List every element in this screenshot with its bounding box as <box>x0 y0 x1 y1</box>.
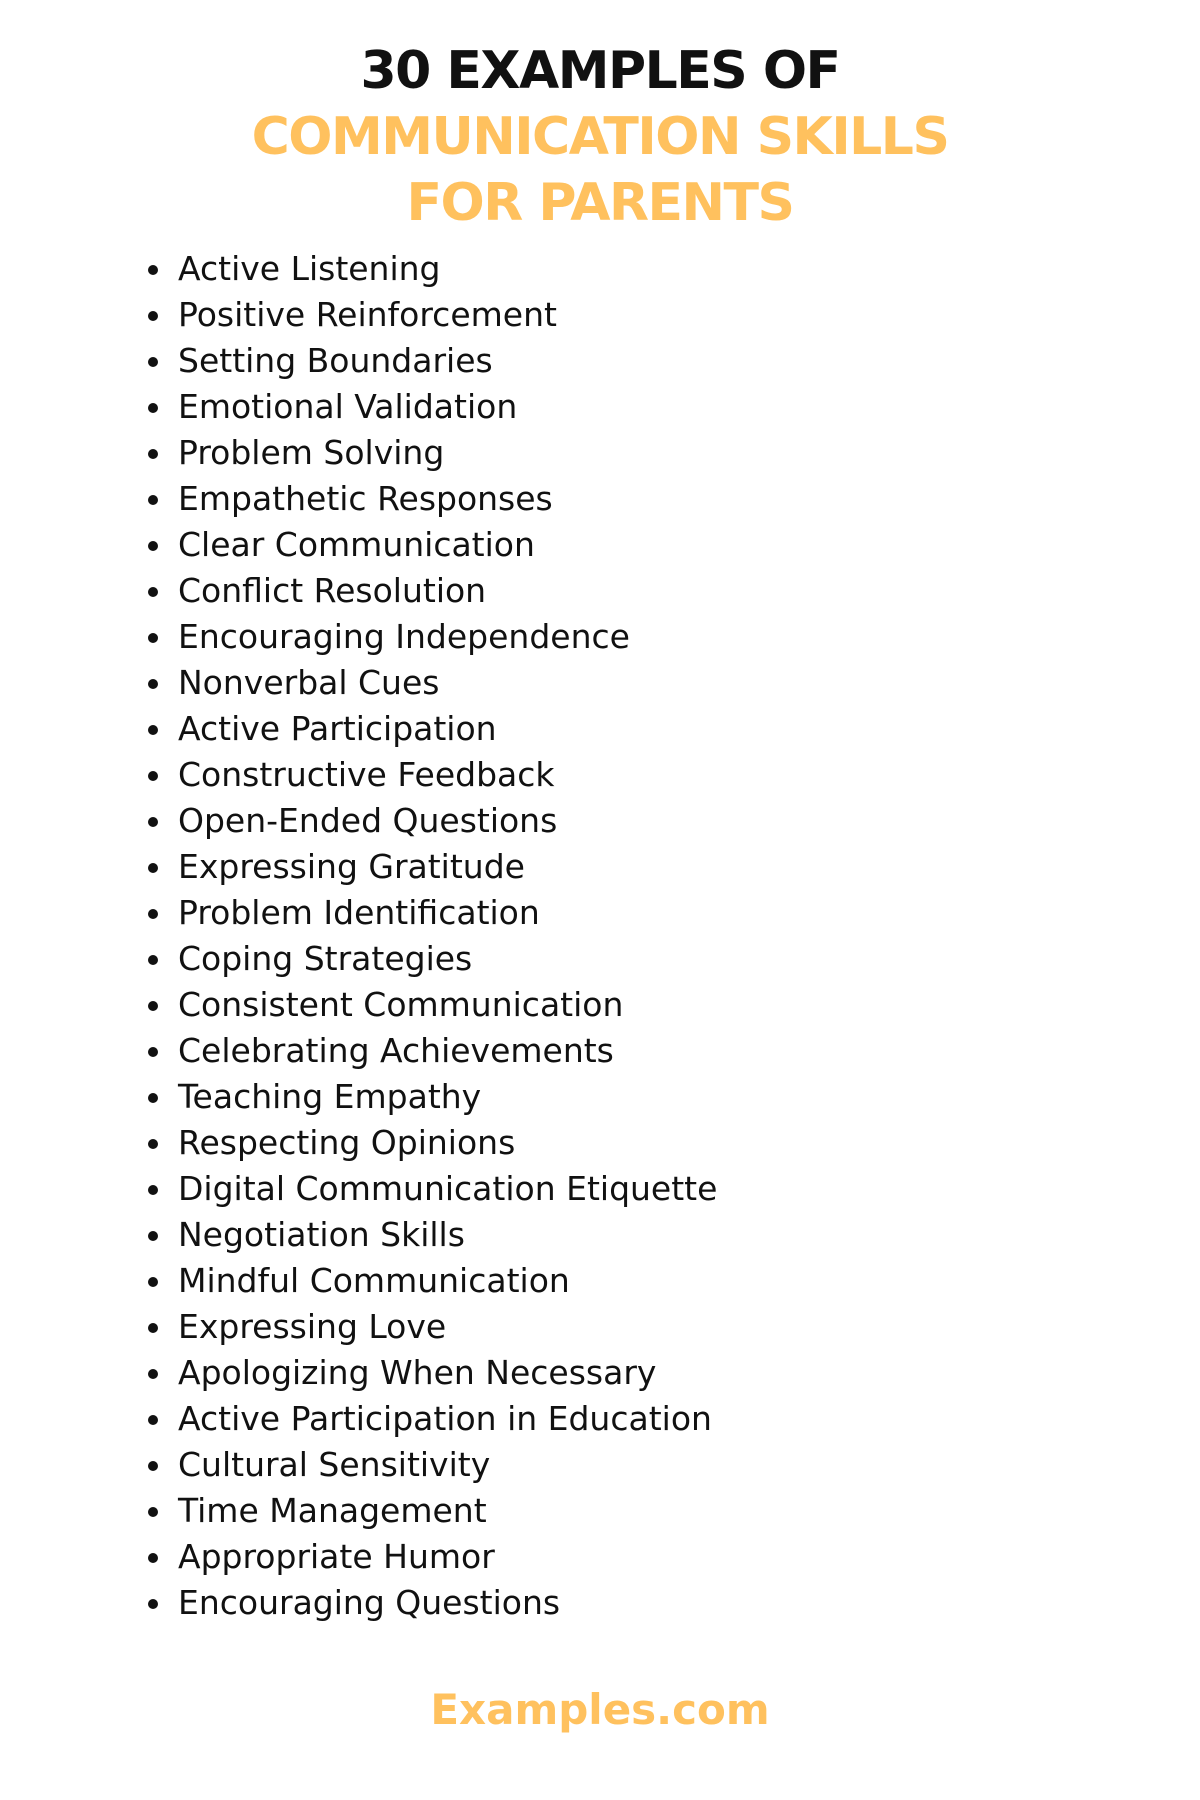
list-item-label: Open-Ended Questions <box>178 801 558 840</box>
list-item-label: Empathetic Responses <box>178 479 553 518</box>
list-item-label: Negotiation Skills <box>178 1215 465 1254</box>
list-item <box>148 384 717 430</box>
list-item <box>148 1028 717 1074</box>
bullet-icon <box>148 679 158 689</box>
list-item <box>148 522 717 568</box>
list-item <box>148 890 717 936</box>
bullet-icon <box>148 1231 158 1241</box>
list-item-label: Problem Identification <box>178 893 540 932</box>
bullet-icon <box>148 725 158 735</box>
list-item <box>148 798 717 844</box>
bullet-icon <box>148 1507 158 1517</box>
list-item-label: Mindful Communication <box>178 1261 570 1300</box>
bullet-icon <box>148 771 158 781</box>
list-item-label: Constructive Feedback <box>178 755 555 794</box>
list-item <box>148 1442 717 1488</box>
bullet-icon <box>148 403 158 413</box>
list-item <box>148 476 717 522</box>
title-line-3: FOR PARENTS <box>406 173 794 233</box>
list-item <box>148 338 717 384</box>
list-item-label: Active Participation in Education <box>178 1399 712 1438</box>
bullet-icon <box>148 817 158 827</box>
list-item <box>148 1074 717 1120</box>
bullet-icon <box>148 495 158 505</box>
bullet-icon <box>148 1001 158 1011</box>
list-item-label: Conflict Resolution <box>178 571 487 610</box>
list-item <box>148 292 717 338</box>
list-item-label: Consistent Communication <box>178 985 624 1024</box>
list-item-label: Encouraging Independence <box>178 617 630 656</box>
list-item-label: Respecting Opinions <box>178 1123 516 1162</box>
bullet-icon <box>148 863 158 873</box>
list-item <box>148 1396 717 1442</box>
list-item <box>148 1120 717 1166</box>
list-item-label: Cultural Sensitivity <box>178 1445 491 1484</box>
bullet-icon <box>148 1185 158 1195</box>
list-item-label: Positive Reinforcement <box>178 295 557 334</box>
bullet-icon <box>148 1369 158 1379</box>
title-line-1: 30 EXAMPLES OF <box>360 41 840 101</box>
list-item <box>148 246 717 292</box>
bullet-icon <box>148 541 158 551</box>
bullet-icon <box>148 1139 158 1149</box>
bullet-icon <box>148 1415 158 1425</box>
skills-list <box>148 246 717 1626</box>
list-item-label: Encouraging Questions <box>178 1583 561 1622</box>
bullet-icon <box>148 357 158 367</box>
list-item <box>148 1580 717 1626</box>
list-item <box>148 660 717 706</box>
list-item <box>148 614 717 660</box>
bullet-icon <box>148 1277 158 1287</box>
list-item-label: Coping Strategies <box>178 939 473 978</box>
bullet-icon <box>148 311 158 321</box>
list-item <box>148 1166 717 1212</box>
list-item-label: Time Management <box>178 1491 487 1530</box>
list-item <box>148 982 717 1028</box>
list-item-label: Active Listening <box>178 249 441 288</box>
list-item-label: Expressing Gratitude <box>178 847 525 886</box>
list-item <box>148 1258 717 1304</box>
list-item-label: Expressing Love <box>178 1307 447 1346</box>
page-title <box>0 38 1200 236</box>
bullet-icon <box>148 1323 158 1333</box>
list-item-label: Celebrating Achievements <box>178 1031 614 1070</box>
list-item <box>148 936 717 982</box>
list-item-label: Teaching Empathy <box>178 1077 482 1116</box>
bullet-icon <box>148 265 158 275</box>
bullet-icon <box>148 955 158 965</box>
list-item <box>148 1212 717 1258</box>
bullet-icon <box>148 633 158 643</box>
bullet-icon <box>148 587 158 597</box>
list-item <box>148 430 717 476</box>
list-item-label: Digital Communication Etiquette <box>178 1169 718 1208</box>
list-item <box>148 1350 717 1396</box>
list-item <box>148 752 717 798</box>
bullet-icon <box>148 1093 158 1103</box>
list-item <box>148 706 717 752</box>
list-item-label: Emotional Validation <box>178 387 518 426</box>
list-item-label: Appropriate Humor <box>178 1537 495 1576</box>
list-item-label: Nonverbal Cues <box>178 663 440 702</box>
list-item <box>148 1304 717 1350</box>
bullet-icon <box>148 909 158 919</box>
list-item <box>148 1534 717 1580</box>
list-item-label: Active Participation <box>178 709 497 748</box>
bullet-icon <box>148 1599 158 1609</box>
bullet-icon <box>148 1047 158 1057</box>
list-item-label: Clear Communication <box>178 525 535 564</box>
footer-brand-logo: Examples.com <box>430 1685 770 1734</box>
list-item-label: Problem Solving <box>178 433 445 472</box>
list-item <box>148 1488 717 1534</box>
bullet-icon <box>148 1553 158 1563</box>
bullet-icon <box>148 449 158 459</box>
list-item-label: Apologizing When Necessary <box>178 1353 657 1392</box>
list-item <box>148 844 717 890</box>
list-item <box>148 568 717 614</box>
list-item-label: Setting Boundaries <box>178 341 493 380</box>
title-line-2: COMMUNICATION SKILLS <box>251 107 949 167</box>
bullet-icon <box>148 1461 158 1471</box>
